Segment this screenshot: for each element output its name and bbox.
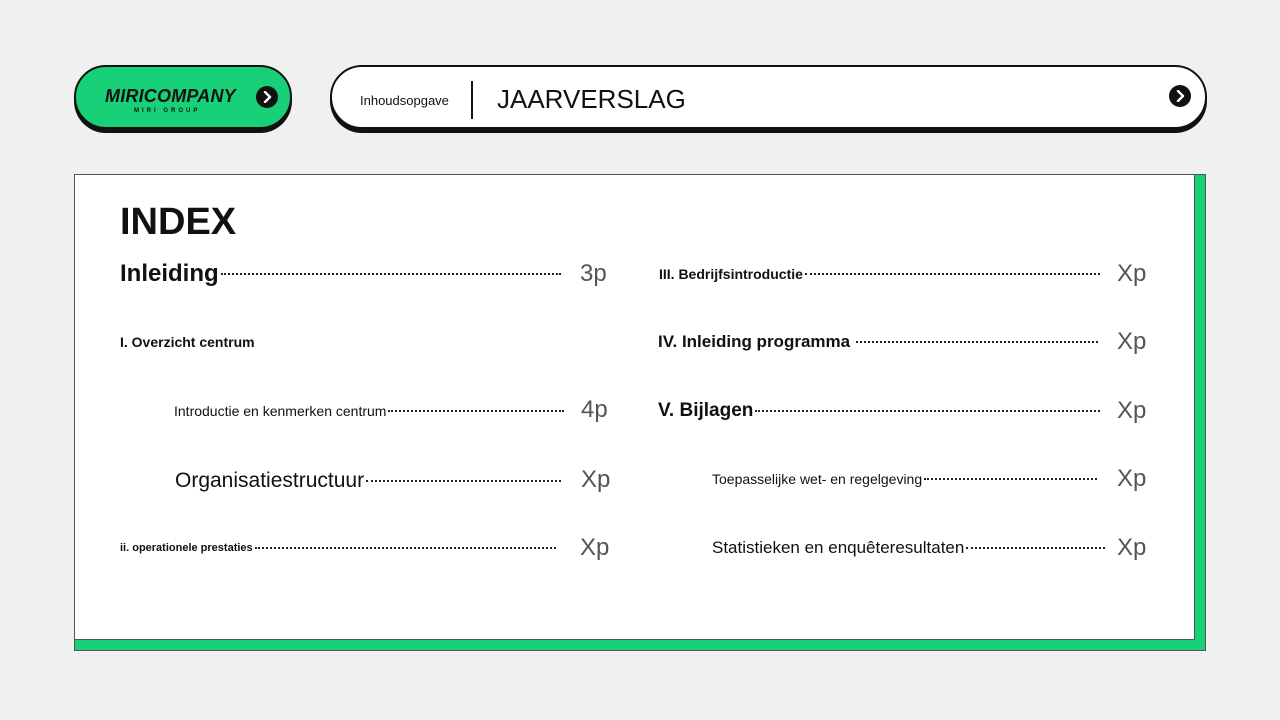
toc-entry-label: Organisatiestructuur [175,469,365,492]
toc-entry-inleiding[interactable] [120,260,607,287]
toc-entry-label: III. Bedrijfsintroductie [659,266,803,282]
toc-entry-page: Xp [1117,465,1147,492]
index-title: INDEX [120,201,237,243]
leader-dots [221,273,561,275]
toc-entry-label: Statistieken en enquêteresultaten [712,538,965,557]
toc-entry-label: ii. operationele prestaties [120,542,253,554]
toc-entry-label: Introductie en kenmerken centrum [174,403,387,419]
toc-entry-label: IV. Inleiding programma [658,332,851,351]
toc-entry-page: 4p [581,396,608,423]
title-divider [471,81,473,119]
leader-dots [805,273,1100,275]
leader-dots [388,410,564,412]
company-logo-text: MIRICOMPANY [105,86,236,106]
logo-pill[interactable] [74,65,292,129]
toc-entry-bedrijfsintroductie[interactable] [659,260,1147,287]
title-bar[interactable] [330,65,1207,129]
index-card [74,174,1195,640]
arrow-right-circle-icon[interactable] [1169,85,1191,107]
leader-dots [924,478,1097,480]
toc-entry-inleiding-programma[interactable] [658,328,1147,355]
toc-entry-label: V. Bijlagen [658,400,754,421]
toc-entry-page: Xp [1117,328,1147,355]
toc-entry-page: Xp [580,534,610,561]
leader-dots [366,480,561,482]
section-label: Inhoudsopgave [360,93,449,108]
toc-entry-statistieken[interactable] [712,534,1147,561]
toc-entry-operationele-prestaties[interactable] [120,534,610,561]
toc-entry-overzicht-centrum[interactable] [120,333,420,351]
toc-entry-label: Inleiding [120,260,219,287]
toc-entry-page: Xp [581,466,611,493]
toc-entry-label: I. Overzicht centrum [120,334,255,350]
toc-entry-page: Xp [1117,260,1147,287]
leader-dots [255,547,556,549]
document-title: JAARVERSLAG [497,84,686,114]
leader-dots [755,410,1100,412]
company-logo-subtitle: MIRI GROUP [134,108,201,114]
leader-dots [856,341,1098,343]
arrow-right-circle-icon[interactable] [256,86,278,108]
toc-entry-page: 3p [580,260,607,287]
toc-entry-wet-regelgeving[interactable] [712,465,1147,492]
toc-entry-bijlagen[interactable] [658,397,1147,424]
toc-entry-page: Xp [1117,534,1147,561]
toc-entry-introductie-kenmerken[interactable] [174,396,608,423]
toc-entry-label: Toepasselijke wet- en regelgeving [712,471,923,487]
toc-entry-organisatiestructuur[interactable] [175,466,611,493]
toc-entry-page: Xp [1117,397,1147,424]
leader-dots [966,547,1105,549]
